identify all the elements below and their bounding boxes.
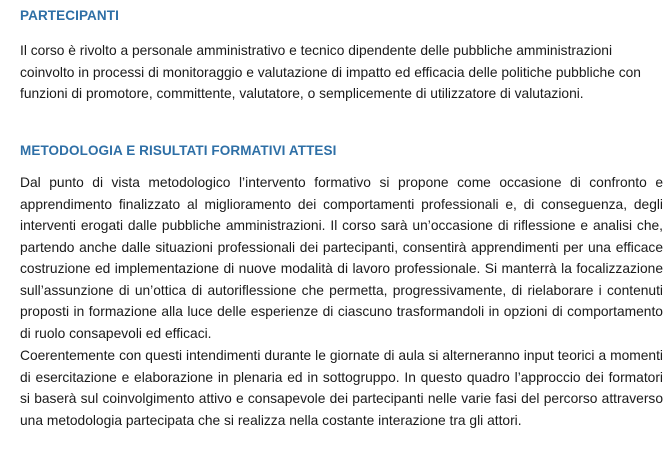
paragraph-metodologia-2: Coerentemente con questi intendimenti durante le giornate di aula si alterneranno input teorici a momenti di esercitazione e elaborazione in plenaria ed in sottogruppo. In questo quadro l’approccio dei formatori si baserà sul coinvolgimento attivo e consapevole dei partecipanti nelle varie fasi del percorso attraverso una metodologia partecipata che si realizza nella costante interazione tra gli attori. (20, 348, 663, 428)
paragraph-metodologia-1: Dal punto di vista metodologico l’intervento formativo si propone come occasione di confronto e apprendimento finalizzato al miglioramento dei comportamenti professionali e, di conseguenza, degli interventi erogati dalle pubbliche amministrazioni. Il corso sarà un’occasione di riflessione e analisi che, partendo anche dalle situazioni professionali dei partecipanti, consentirà apprendimenti per una efficace costruzione ed implementazione di nuove modalità di lavoro professionale. Si manterrà la focalizzazione sull’assunzione di un’ottica di autoriflessione che permetta, progressivamente, di rielaborare i contenuti proposti in formazione alla luce delle esperienze di ciascuno trasformandoli in opzioni di comportamento di ruolo consapevoli ed efficaci. (20, 175, 663, 341)
section-heading-metodologia: METODOLOGIA E RISULTATI FORMATIVI ATTESI (20, 143, 337, 158)
paragraph-partecipanti: Il corso è rivolto a personale amministrativo e tecnico dipendente delle pubbliche amministrazioni coinvolto in processi di monitoraggio e valutazione di impatto ed efficacia delle politiche pubbliche con funzioni di promotore, committente, valutatore, o semplicemente di utilizzatore di valutazioni. (20, 43, 641, 101)
section-heading-partecipanti: PARTECIPANTI (20, 8, 119, 23)
